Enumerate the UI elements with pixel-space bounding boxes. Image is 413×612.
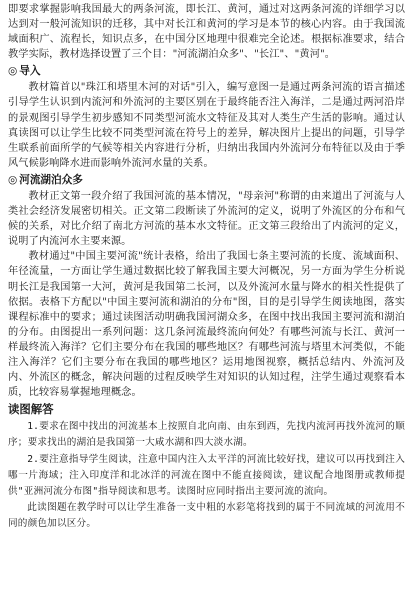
- circle-bullet-icon: ◎: [8, 65, 18, 78]
- answer-note: 此读图题在教学时可以让学生准备一支中粗的水彩笔将找到的属于不同流域的河流用不同的颜色加以区分。: [8, 502, 405, 530]
- paragraph-rivers-table: 教材通过"中国主要河流"统计表格，给出了我国七条主要河流的长度、流域面积、年径流量，一方面让学生通过数据比较了解我国主要大河概况，另一方面为学生分析说明长江是我国第一大河，黄河是我国第二长河，以及外流河水量与降水的相关性提供了依据。表格下方配以"中国主要河流和湖泊的分布"图，目的是引导学生阅读地图，落实课程标准中的要求；通过读图活动明确我国河湖众多，在图中找出我国主要河流和湖泊的分布。由图提出一系列问题：这几条河流最终流向何处？有哪些河流与长江、黄河一样最终流入海洋？它们主要分布在我国的哪些地区？有哪些河流与塔里木河类似，不能注入海洋？它们主要分布在我国的哪些地区？运用地图视察，概括总结内、外流河及内、外流区的概念，解决问题的过程反映学生对知识的认知过程，注学生通过观察看本质，比较容易掌握地理概念。: [8, 251, 405, 399]
- reading-answer-heading: 读图解答: [8, 402, 54, 417]
- section-heading-rivers: [8, 173, 405, 188]
- answer-item-2: 2.要注意指导学生阅读，注意中国内注入太平洋的河流比较好找，建议可以再找到注入哪一片海域；注入印度洋和北冰洋的河流在图中不能直接阅读，建议配合地图册或教师提供"亚洲河流分布图"指导阅读和思考。读图时应同时指出主要河流的流向。: [8, 453, 405, 498]
- answer-item-1: 1.要求在图中找出的河流基本上按照自北向南、由东到西，先找内流河再找外流河的顺序；要求找出的湖泊是我国第一大咸水湖和四大淡水湖。: [8, 421, 405, 449]
- section-heading-intro: [8, 64, 405, 79]
- section-heading-rivers-label: 河流湖泊众多: [19, 173, 83, 186]
- section-heading-intro-label: 导入: [19, 65, 41, 78]
- paragraph-rivers-intro: 教材正文第一段介绍了我国河流的基本情况，"母亲河"称谓的由来道出了河流与人类社会经济发展密切相关。正文第二段断读了外流河的定义，说明了外流区的分布和气候的关系，对比介绍了南北方河流的基本水文特征。正文第三段给出了内流河的定义，说明了内流河水主要来源。: [8, 190, 405, 248]
- paragraph-intro: 教材篇首以"珠江和塔里木河的对话"引入，编写意图一是通过两条河流的语言描述引导学生认识到内流河和外流河的主要区别在于最终能否注入海洋，二是通过两河沿岸的景观图引导学生初步感知不同类型河流水文特征及其对人类生产生活的影响。通过认真读图可以让学生比较不同类型河流在符号上的差异，解决图片上提出的问题，引导学生联系前面所学的气候等相关内容进行分析，归纳出我国内外流河分布特征以及由于季风气候影响降水进而影响外流河水量的关系。: [8, 82, 405, 169]
- circle-bullet-icon: ◎: [8, 173, 18, 186]
- paragraph-opening: 即要求掌握影响我国最大的两条河流，即长江、黄河，通过对这两条河流的详细学习以达到对一般河流知识的迁移，其中对长江和黄河的学习是本节的核心内容。由于我国流域面积广、流程长，知识点多，在中国分区地理中很难完全论述。根据标准要求，结合教学实际，教材选择设置了三个目："河流湖泊众多"、"长江"、"黄河"。: [8, 4, 405, 61]
